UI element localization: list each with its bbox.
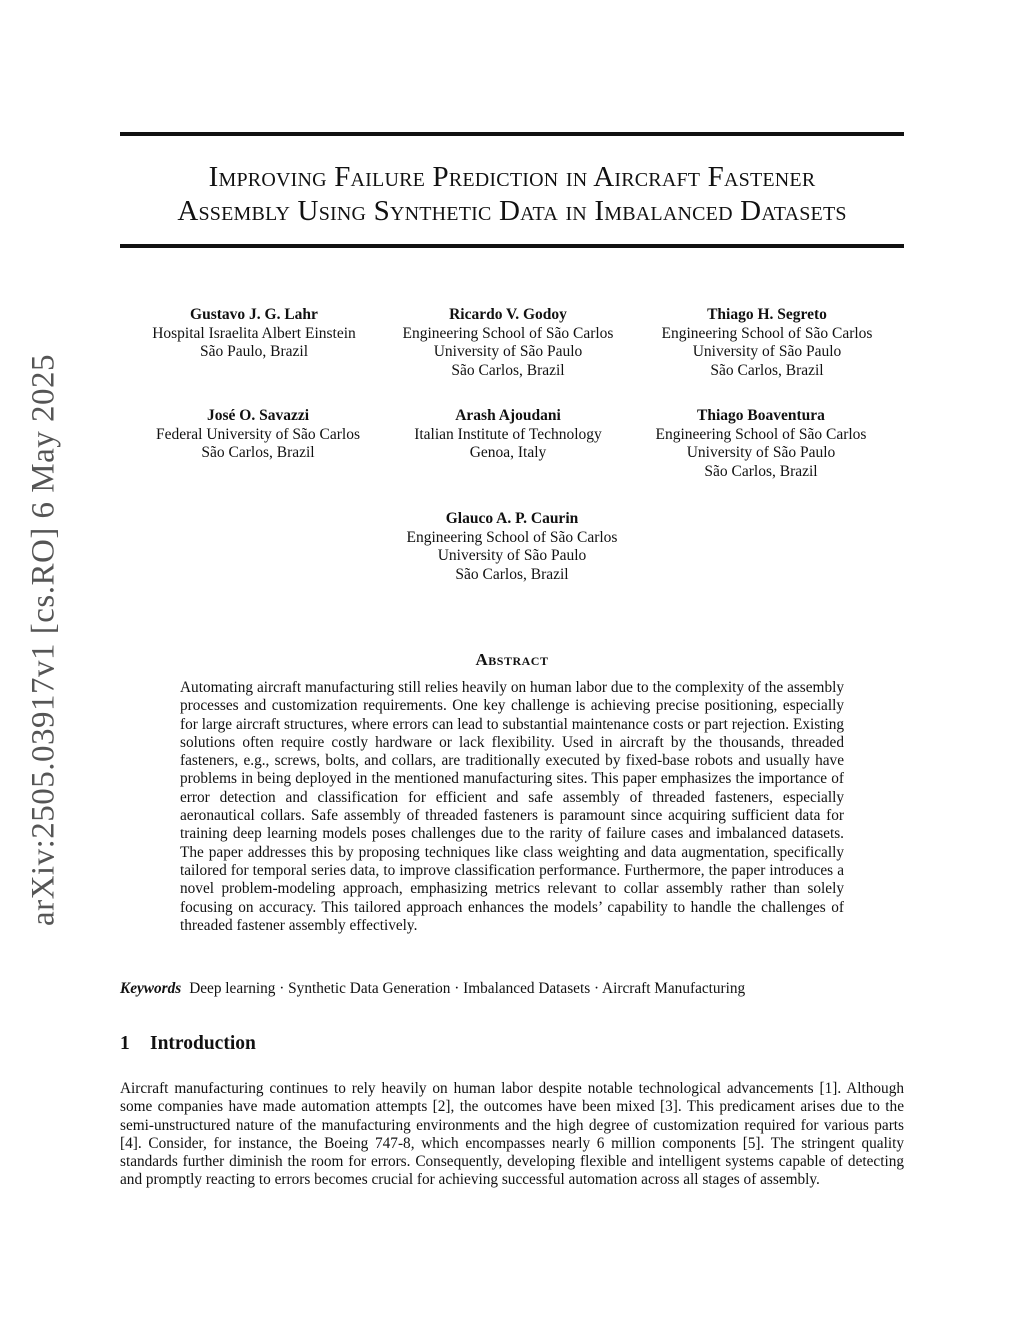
author-affiliation: University of São Paulo bbox=[433, 343, 583, 361]
author-block bbox=[631, 407, 891, 481]
author-affiliation: Engineering School of São Carlos bbox=[661, 324, 873, 342]
author-affiliation: Engineering School of São Carlos bbox=[406, 528, 618, 546]
title-line-1: Improving Failure Prediction in Aircraft Fastener bbox=[208, 161, 816, 193]
author-name: Thiago Boaventura bbox=[697, 407, 825, 424]
abstract-text: Automating aircraft manufacturing still relies heavily on human labor due to the complexity of the assembly processes and customization requirements. One key challenge is achieving precise positioning, especially for large aircraft structures, where errors can lead to substantial maintenance costs or part rejection. Existing solutions often require costly hardware or lack flexibility. Used in aircraft by the thousands, threaded fasteners, e.g., screws, bolts, and collars, are traditionally executed by fixed-base robots and usually have problems in being deployed in the mentioned manufacturing sites. This paper emphasizes the importance of error detection and classification for efficient and safe assembly of threaded fasteners, especially aeronautical collars. Safe assembly of threaded fasteners is paramount since acquiring sufficient data for training deep learning models poses challenges due to the rarity of failure cases and imbalanced datasets. The paper addresses this by proposing techniques like class weighting and data augmentation, specifically tailored for temporal series data, to improve classification performance. Furthermore, the paper introduces a novel problem-modeling approach, emphasizing metrics relevant to collar assembly rather than solely focusing on accuracy. This tailored approach enhances the models’ capability to handle the challenges of threaded fastener assembly effectively. bbox=[180, 679, 844, 934]
title-rule-top bbox=[120, 132, 904, 136]
author-name: Thiago H. Segreto bbox=[707, 306, 827, 323]
keywords-line bbox=[120, 979, 904, 998]
author-block bbox=[378, 407, 638, 463]
author-name: José O. Savazzi bbox=[206, 407, 310, 424]
abstract-heading: Abstract bbox=[475, 650, 549, 669]
author-affiliation: São Carlos, Brazil bbox=[455, 565, 569, 583]
author-affiliation: Genoa, Italy bbox=[469, 444, 547, 462]
section-heading bbox=[120, 1033, 256, 1055]
arxiv-identifier: arXiv:2505.03917v1 [cs.RO] 6 May 2025 bbox=[25, 353, 62, 927]
author-affiliation: São Carlos, Brazil bbox=[710, 361, 824, 379]
author-affiliation: Engineering School of São Carlos bbox=[402, 324, 614, 342]
author-block bbox=[382, 510, 642, 584]
author-affiliation: University of São Paulo bbox=[692, 343, 842, 361]
author-name: Gustavo J. G. Lahr bbox=[190, 306, 318, 323]
introduction-text: Aircraft manufacturing continues to rely heavily on human labor despite notable technological advancements [1]. Although some companies have made automation attempts [2], the outcomes have been mixed [3]. This predicament arises due to the semi-unstructured nature of the manufacturing environments and the high degree of customization required for various parts [4]. Consider, for instance, the Boeing 747-8, which encompasses nearly 6 million components [5]. The stringent quality standards further diminish the room for errors. Consequently, developing flexible and intelligent systems capable of detecting and promptly reacting to errors becomes crucial for achieving successful automation across all stages of assembly. bbox=[120, 1080, 904, 1189]
author-affiliation: University of São Paulo bbox=[437, 547, 587, 565]
section-number: 1 bbox=[120, 1033, 130, 1054]
author-affiliation: University of São Paulo bbox=[686, 444, 836, 462]
author-block bbox=[378, 306, 638, 380]
title-rule-bottom bbox=[120, 244, 904, 248]
keywords-text: Deep learning · Synthetic Data Generation · Imbalanced Datasets · Aircraft Manufacturing bbox=[189, 980, 746, 997]
author-block bbox=[637, 306, 897, 380]
author-affiliation: Hospital Israelita Albert Einstein bbox=[152, 324, 356, 342]
author-block bbox=[124, 306, 384, 362]
paper-title bbox=[120, 160, 904, 228]
section-title: Introduction bbox=[150, 1033, 256, 1054]
keywords-label: Keywords bbox=[120, 980, 182, 997]
author-name: Glauco A. P. Caurin bbox=[445, 510, 579, 527]
author-name: Ricardo V. Godoy bbox=[449, 306, 567, 323]
author-affiliation: São Paulo, Brazil bbox=[199, 343, 309, 361]
author-affiliation: Federal University of São Carlos bbox=[155, 425, 361, 443]
author-affiliation: Engineering School of São Carlos bbox=[655, 425, 867, 443]
author-affiliation: Italian Institute of Technology bbox=[414, 425, 602, 443]
title-line-2: Assembly Using Synthetic Data in Imbalanced Datasets bbox=[177, 195, 847, 227]
author-affiliation: São Carlos, Brazil bbox=[201, 444, 315, 462]
author-block bbox=[128, 407, 388, 463]
author-name: Arash Ajoudani bbox=[455, 407, 561, 424]
author-affiliation: São Carlos, Brazil bbox=[704, 462, 818, 480]
author-affiliation: São Carlos, Brazil bbox=[451, 361, 565, 379]
